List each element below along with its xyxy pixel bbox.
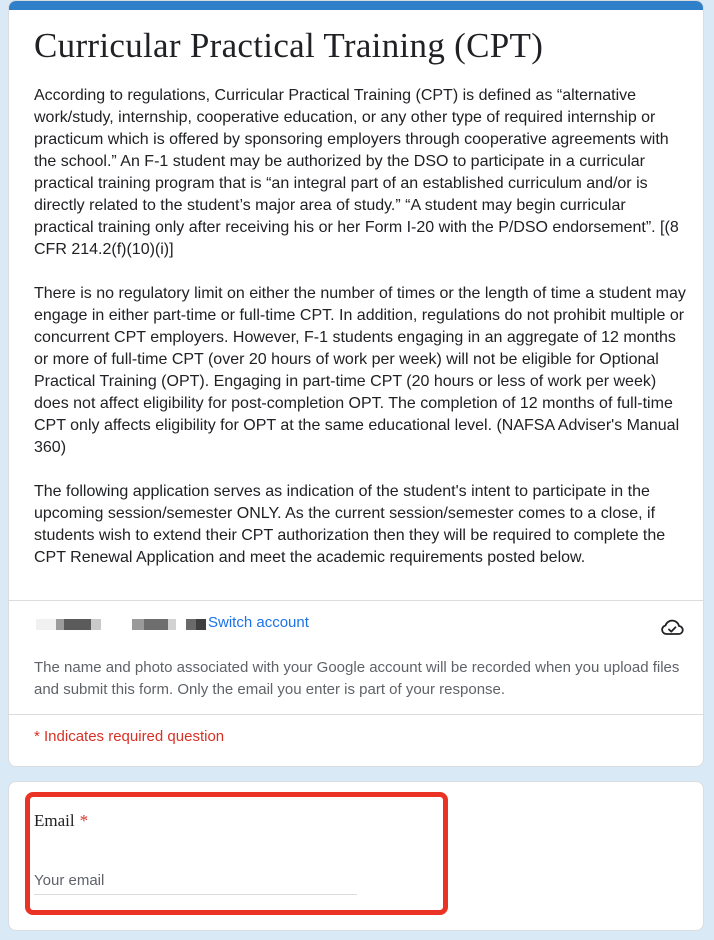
required-question-note: * Indicates required question [34, 728, 225, 745]
email-input[interactable] [34, 866, 357, 895]
highlight-box [25, 792, 448, 915]
account-notice: The name and photo associated with your Google account will be recorded when you upload files and submit this form. Only the email you enter is part of your response. [34, 659, 680, 698]
theme-accent-bar [9, 1, 703, 10]
account-row [28, 613, 688, 635]
form-description [34, 85, 686, 591]
email-question-card [8, 781, 704, 931]
email-question-label [34, 811, 88, 831]
email-label-text: Email [34, 811, 75, 830]
description-paragraph: There is no regulatory limit on either the number of times or the length of time a student may engage in either part-time or full-time CPT. In addition, regulations do not prohibit multiple or concurrent CPT employers. However, F-1 students engaging in an aggregate of 12 months or more of full-time CPT (over 20 hours of work per week) will not be eligible for Optional Practical Training (OPT). Engaging in part-time CPT (20 hours or less of work per week) does not affect eligibility for post-completion OPT. The completion of 12 months of full-time CPT only affects eligibility for OPT at the same educational level. (NAFSA Adviser's Manual 360) [34, 285, 686, 456]
cloud-check-icon [660, 617, 684, 637]
description-paragraph: According to regulations, Curricular Practical Training (CPT) is defined as “alternative work/study, internship, cooperative education, or any other type of required internship or practicum which is offered by sponsoring employers through cooperative agreements with the school.” An F-1 student may be authorized by the DSO to participate in a curricular practical training program that is “an integral part of an established curriculum and/or is directly related to the student’s major area of study.” “A student may begin curricular practical training only after receiving his or her Form I-20 with the P/DSO endorsement”. [(8 CFR 214.2(f)(10)(i)] [34, 87, 679, 258]
form-title: Curricular Practical Training (CPT) [34, 26, 544, 65]
section-divider [9, 714, 703, 715]
description-paragraph: The following application serves as indication of the student's intent to participate in the upcoming session/semester ONLY. As the current session/semester comes to a close, if students wish to extend their CPT authorization then they will be required to complete the CPT Renewal Application and meet the academic requirements posted below. [34, 483, 666, 566]
required-asterisk: * [79, 811, 89, 830]
switch-account-link[interactable]: Switch account [208, 614, 309, 631]
section-divider [9, 600, 703, 601]
form-header-card [8, 0, 704, 767]
